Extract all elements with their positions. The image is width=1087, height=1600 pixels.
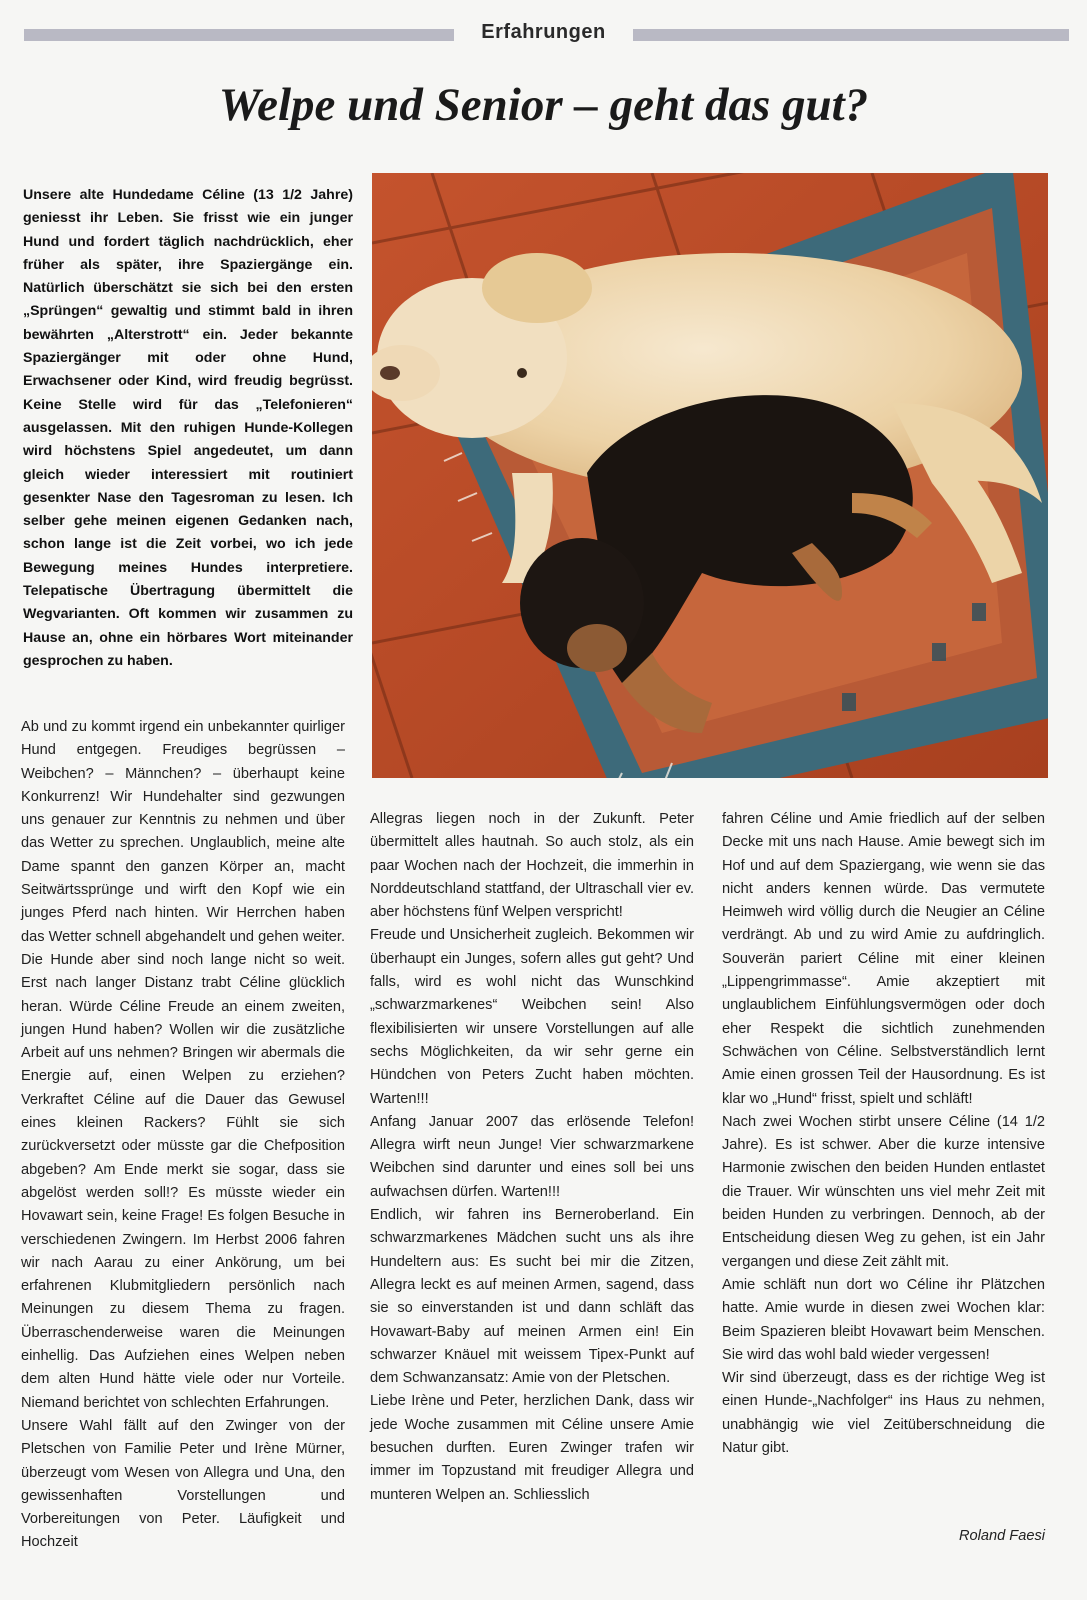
paragraph: Liebe Irène und Peter, herzlichen Dank, dass wir jede Woche zusammen mit Céline unsere Amie besuchen durften. Euren Zwinger trafen wir immer im Topzustand mit freudiger Allegra und munteren Welpen an. Schliesslich xyxy=(370,1393,694,1503)
paragraph: Allegras liegen noch in der Zukunft. Peter übermittelt alles hautnah. So auch stolz, als ein paar Wochen nach der Hochzeit, die immerhin in Norddeutschland stattfand, der Ultraschall vier ev. aber höchstens fünf Welpen verspricht! xyxy=(370,811,694,921)
paragraph: Freude und Unsicherheit zugleich. Bekommen wir überhaupt ein Junges, sofern alles gut geht? Und falls, wird es wohl nicht das Wunschkind „schwarzmarkenes“ Weibchen sein! Also flexibilisierten wir unsere Vorstellungen auf alle sechs Möglichkeiten, da wir sehr gerne ein Hündchen von Peters Zucht haben möchten. Warten!!! xyxy=(370,927,694,1107)
paragraph: Nach zwei Wochen stirbt unsere Céline (14 1/2 Jahre). Es ist schwer. Aber die kurze intensive Harmonie zwischen den beiden Hunden entlastet die Trauer. Wir wünschten uns viel mehr Zeit mit beiden Hunden zu verbringen. Dennoch, ab der Entscheidung diesen Weg zu gehen, ist ein Jahr vergangen und diese Zeit zählt mit. xyxy=(722,1113,1045,1270)
headline: Welpe und Senior – geht das gut? xyxy=(218,79,869,131)
section-bar-right xyxy=(633,29,1069,41)
lead-paragraph: Unsere alte Hundedame Céline (13 1/2 Jahre) geniesst ihr Leben. Sie frisst wie ein junger Hund und fordert täglich nachdrücklich, eher früher als später, ihre Spaziergänge ein. Natürlich überschätzt sie sich bei den ersten „Sprüngen“ gewaltig und stimmt bald in ihren bewährten „Alterstrott“ ein. Jeder bekannte Spaziergänger mit oder ohne Hund, Erwachsener oder Kind, wird freudig begrüsst. Keine Stelle wird für das „Telefonieren“ ausgelassen. Mit den ruhigen Hunde-Kollegen wird höchstens Spiel angedeutet, um dann gleich wieder interessiert mit routiniert gesenkter Nase den Tagesroman zu lesen. Ich selber gehe meinen eigenen Gedanken nach, schon lange ist die Zeit vorbei, wo ich jede Bewegung meines Hundes interpretiere. Telepatische Übertragung übermittelt die Wegvarianten. Oft kommen wir zusammen zu Hause an, ohne ein hörbares Wort miteinander gesprochen zu haben. xyxy=(23,187,353,669)
paragraph: Ab und zu kommt irgend ein unbekannter quirliger Hund entgegen. Freudiges begrüssen – Weibchen? – Männchen? – überhaupt keine Konkurrenz! Wir Hundehalter sind gezwungen uns genauer zur Kenntnis zu nehmen und über das Wetter zu sprechen. Unglaublich, meine alte Dame spannt den ganzen Körper an, macht Seitwärtssprünge und wirft den Kopf wie ein junges Pferd nach hinten. Wir Herrchen haben das Wetter schnell abgehandelt und gehen weiter. Die Hunde aber sind noch lange nicht so weit. Erst nach langer Distanz trabt Céline glücklich heran. Würde Céline Freude an einem zweiten, jungen Hund haben? Wollen wir die zusätzliche Arbeit auf uns nehmen? Bringen wir abermals die Energie auf, einen Welpen zu erziehen? Verkraftet Céline auf die Dauer das Gewusel eines kleinen Rackers? Fühlt sie sich zurückversetzt oder müsste gar die Chefposition abgeben? Am Ende merkt sie sogar, dass sie abgelöst werden soll!? Es müsste wieder ein Hovawart sein, keine Frage! Es folgen Besuche in verschiedenen Zwingern. Im Herbst 2006 fahren wir nach Aarau zu einer Ankörung, um bei erfahrenen Klubmitgliedern persönlich nach Meinungen zu diesem Thema zu fragen. Überraschenderweise waren die Meinungen einhellig. Das Aufziehen eines Welpen neben dem alten Hund hätte viele oder nur Vorteile. Niemand berichtet von schlechten Erfahrungen. xyxy=(21,719,345,1411)
section-bar-left xyxy=(24,29,454,41)
paragraph: Wir sind überzeugt, dass es der richtige Weg ist einen Hunde-„Nachfolger“ ins Haus zu nehmen, unabhängig wie viel Zeitüberschneidung die Natur gibt. xyxy=(722,1370,1045,1457)
article-column-1 xyxy=(21,716,345,1555)
paragraph: Anfang Januar 2007 das erlösende Telefon! Allegra wirft neun Junge! Vier schwarzmarkene Weibchen sind darunter und eines soll bei uns aufwachsen dürfen. Warten!!! xyxy=(370,1113,694,1200)
article-column-2 xyxy=(370,808,694,1507)
dogs-photo xyxy=(372,173,1048,778)
paragraph: Endlich, wir fahren ins Berneroberland. Ein schwarzmarkenes Mädchen sucht uns als ihre Hundeltern aus: Es sucht bei mir die Zitzen, Allegra leckt es auf meinen Armen, sagend, dass sie so einverstanden ist und dann schläft das Hovawart-Baby auf meinen Armen ein! Ein schwarzer Knäuel mit weissem Tipex-Punkt auf dem Schwanzansatz: Amie von der Pletschen. xyxy=(370,1207,694,1387)
paragraph: fahren Céline und Amie friedlich auf der selben Decke mit uns nach Hause. Amie bewegt sich im Hof und auf dem Spaziergang, wie wenn sie das nicht anders kennen würde. Das vermutete Heimweh wird völlig durch die Neugier an Céline verdrängt. Ab und zu wird Amie zu aufdringlich. Souverän pariert Céline mit einer kleinen „Lippengrimmasse“. Amie akzeptiert mit unglaublichem Einfühlungsvermögen oder doch eher Respekt die sichtlich zunehmenden Schwächen von Céline. Selbstverständlich lernt Amie einen grossen Teil der Hausordnung. Es ist klar wo „Hund“ frisst, spielt und schläft! xyxy=(722,811,1045,1107)
author-signature: Roland Faesi xyxy=(959,1528,1045,1544)
article-column-3 xyxy=(722,808,1045,1460)
paragraph: Unsere Wahl fällt auf den Zwinger von der Pletschen von Familie Peter und Irène Mürner, überzeugt vom Wesen von Allegra und Una, den gewissenhaften Vorstellungen und Vorbereitungen von Peter. Läufigkeit und Hochzeit xyxy=(21,1417,345,1551)
paragraph: Amie schläft nun dort wo Céline ihr Plätzchen hatte. Amie wurde in diesen zwei Wochen klar: Beim Spazieren bleibt Hovawart beim Menschen. Sie wird das wohl bald wieder vergessen! xyxy=(722,1276,1045,1363)
section-label: Erfahrungen xyxy=(481,21,606,43)
dogs-photo-icon xyxy=(372,173,1048,778)
